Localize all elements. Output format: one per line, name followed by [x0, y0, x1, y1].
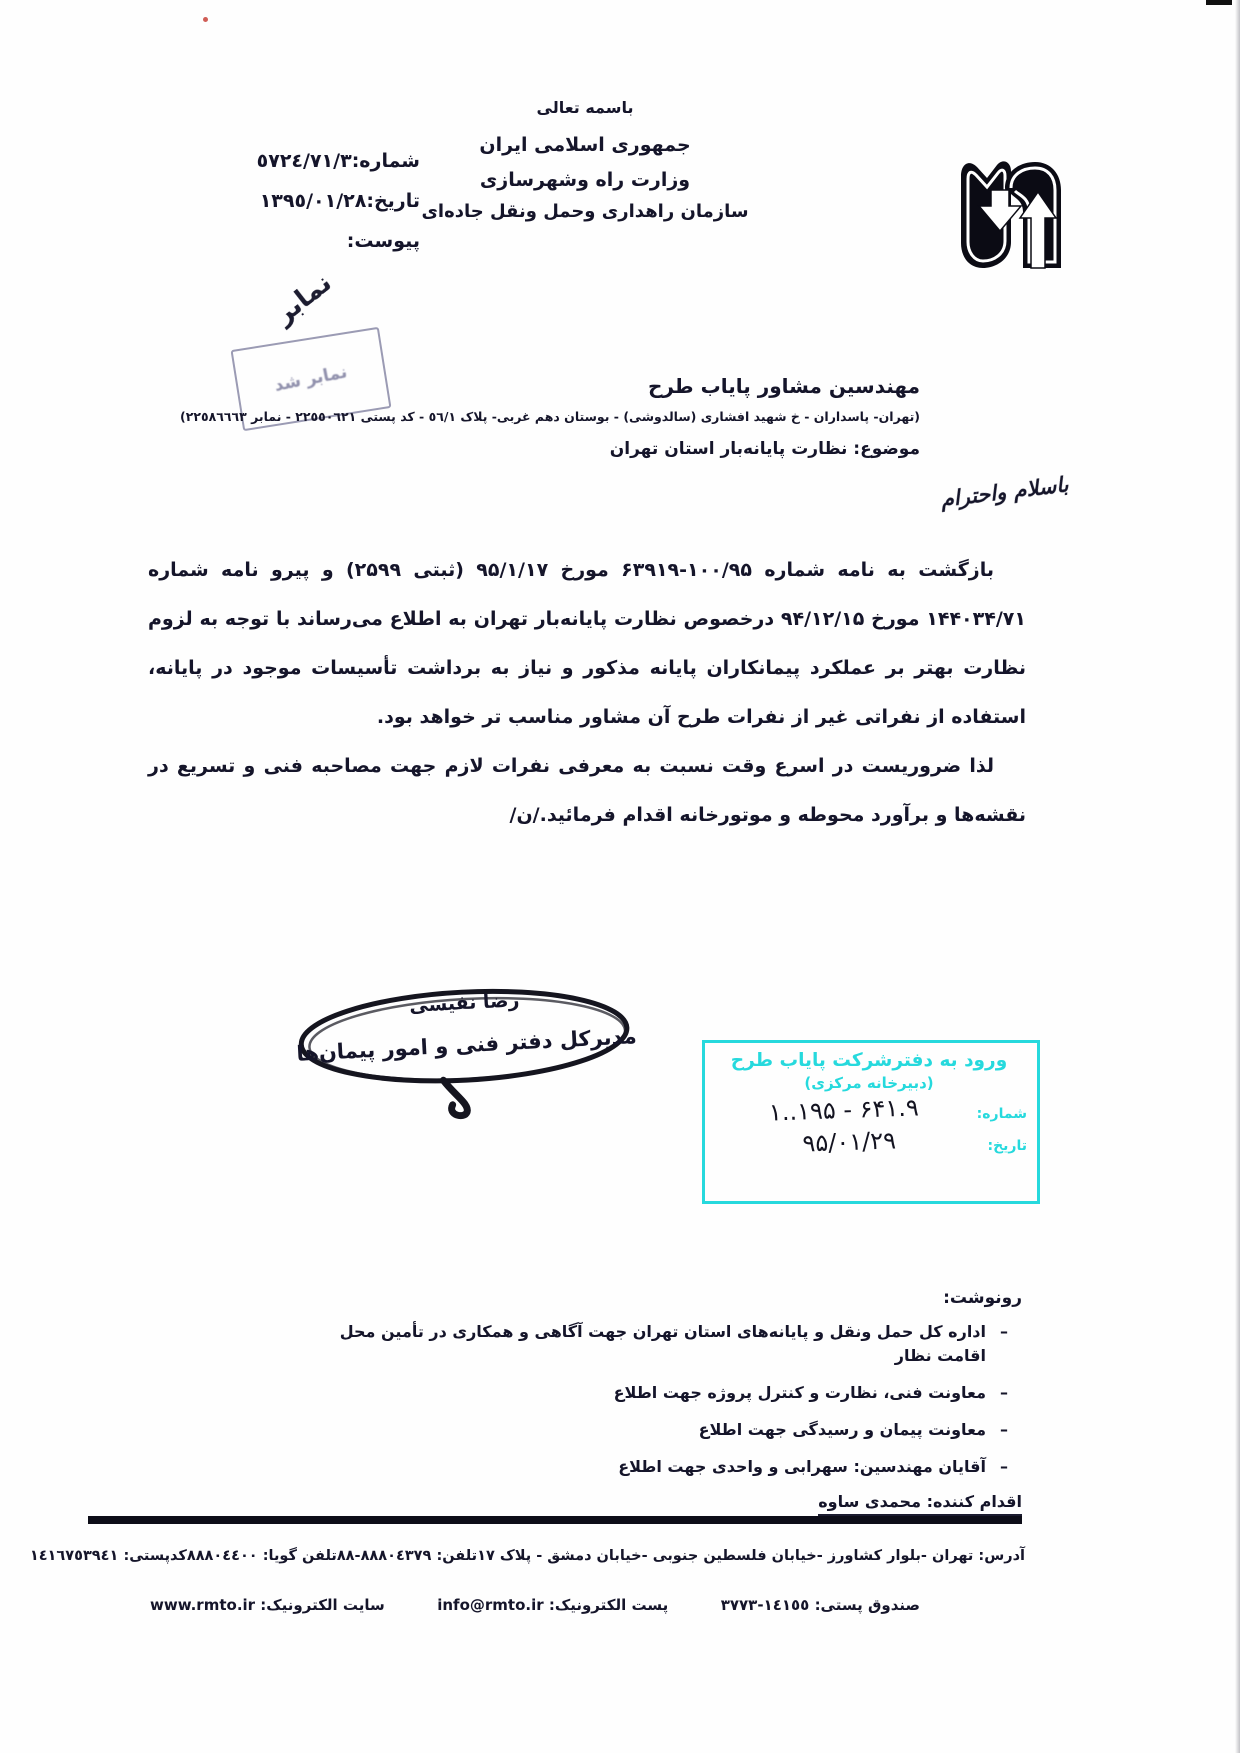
footer-postal-label: کدپستی: [123, 1548, 187, 1564]
footer-email-value: info@rmto.ir [437, 1596, 544, 1614]
cc-item [298, 1455, 1022, 1479]
letter-number-value: ٥٧٢٤/٧١/٣ [256, 150, 352, 172]
entry-stamp-number-label: شماره: [976, 1106, 1027, 1122]
footer-site-value: www.rmto.ir [150, 1596, 256, 1614]
footer-pobox-label: صندوق پستی: [814, 1596, 920, 1614]
footer-address: آدرس: تهران -بلوار کشاورز -خیابان فلسطین جنوبی -خیابان دمشق - پلاک ١٧ [477, 1548, 1025, 1564]
entry-stamp [702, 1040, 1040, 1204]
footer-voice-value: ٨٨٨٠٤٤٠٠ [186, 1548, 258, 1564]
signatory-title: مدیرکل دفتر فنی و امور پیمان‌ها [295, 1024, 638, 1066]
entry-stamp-date-label: تاریخ: [987, 1138, 1027, 1154]
cc-label: رونوشت: [943, 1288, 1022, 1308]
cc-item-text: معاونت فنی، نظارت و کنترل پروژه جهت اطلاع [613, 1383, 986, 1402]
rmto-logo-icon [946, 146, 1068, 270]
entry-stamp-date-row [711, 1128, 1027, 1156]
letter-date-value: ١٣٩٥/٠١/٢٨ [259, 190, 367, 212]
greeting-calligraphy: باسلام واحترام [939, 472, 1070, 512]
letter-meta [150, 148, 420, 268]
letter-date-label: تاریخ: [366, 190, 420, 212]
footer-pobox [721, 1596, 920, 1614]
footer-pobox-value: ١٤١٥٥-٣٧٧٣ [720, 1596, 810, 1614]
scan-speck [203, 17, 208, 22]
bismillah-text: باسمه تعالی [536, 98, 634, 117]
body-paragraph-2: لذا ضروریست در اسرع وقت نسبت به معرفی نفرات لازم جهت مصاحبه فنی و تسریع در نقشه‌ها و برآورد محوطه و موتورخانه اقدام فرمائید./ن/ [148, 755, 1026, 826]
entry-stamp-date-value: ۹۵/۰۱/۲۹ [802, 1126, 897, 1158]
cc-item-text: معاونت پیمان و رسیدگی جهت اطلاع [698, 1420, 986, 1439]
actor-name: محمدی ساوه [818, 1492, 921, 1511]
entry-stamp-title: ورود به دفترشرکت پایاب طرح [730, 1050, 1008, 1071]
footer-divider [88, 1516, 1022, 1524]
entry-stamp-number-value: ۱..۱۹۵ - ۶۴۱.۹ [768, 1093, 920, 1127]
footer-site [150, 1596, 385, 1614]
recipient-name: مهندسین مشاور پایاب طرح [647, 374, 920, 398]
letter-body [148, 546, 1026, 840]
dash-icon: – [1000, 1383, 1008, 1402]
fax-handwriting: نمابر [269, 267, 338, 331]
dash-icon: – [1000, 1420, 1008, 1439]
letter-number-label: شماره: [351, 150, 420, 172]
footer-contact-line [29, 1548, 1025, 1564]
signature-block [289, 977, 646, 1130]
dash-icon: – [1000, 1322, 1008, 1341]
letter-attachment-label: پیوست: [346, 230, 420, 252]
subject-line: موضوع: نظارت پایانه‌بار استان تهران [609, 439, 920, 459]
footer-site-label: سایت الکترونیک: [260, 1596, 385, 1614]
cc-item [298, 1418, 1022, 1442]
cc-item-text: اداره کل حمل ونقل و پایانه‌های استان تهران جهت آگاهی و همکاری در تأمین محل اقامت نظار [339, 1322, 986, 1365]
cc-block [298, 1288, 1022, 1516]
ministry-title: وزارت راه وشهرسازی [479, 169, 691, 191]
actor-label: اقدام کننده: [926, 1492, 1022, 1511]
footer-email [437, 1596, 668, 1614]
cc-item [298, 1320, 1022, 1368]
entry-stamp-number-row [711, 1093, 1027, 1127]
recipient-block [180, 374, 920, 459]
scan-edge-smudge [1235, 0, 1240, 1753]
cc-item [298, 1381, 1022, 1405]
letter-number-row [150, 148, 420, 175]
footer-phone-label: تلفن: [436, 1548, 478, 1564]
dash-icon: – [1000, 1457, 1008, 1476]
entry-stamp-subtitle: (دبیرخانه مرکزی) [804, 1074, 934, 1092]
footer-email-label: پست الکترونیک: [548, 1596, 669, 1614]
footer-postal-value: ١٤١٦٧٥٣٩٤١ [29, 1548, 119, 1564]
body-paragraph-1: بازگشت به نامه شماره ۱۰۰/۹۵-۶۳۹۱۹ مورخ ۹۵/۱/۱۷ (ثبتی ۲۵۹۹) و پیرو نامه شماره ۱۴۴۰۳۴/۷۱ مورخ ۹۴/۱۲/۱۵ درخصوص نظارت پایانه‌بار تهران به اطلاع می‌رساند با توجه به لزوم نظارت بهتر بر عملکرد پیمانکاران پایانه مذکور و نیاز به برداشت تأسیسات موجود در پایانه، استفاده از نفراتی غیر از نفرات طرح آن مشاور مناسب تر خواهد بود. [148, 559, 1026, 728]
footer-postal [30, 1548, 187, 1564]
fax-stamp-text: نمابر شد [272, 362, 350, 396]
signatory-name: رضا نفیسی [408, 989, 520, 1017]
scan-corner-mark [1206, 0, 1232, 5]
letterhead [370, 98, 800, 222]
recipient-address: (تهران- پاسداران - خ شهید افشاری (سالدوشی) - بوستان دهم غربی- پلاک ٥٦/١ - کد پستی ٢٢٥٥٠٦٢١ - نمابر ٢٢٥٨٦٦٦٣) [180, 409, 920, 424]
organization-title: سازمان راهداری وحمل ونقل جاده‌ای [421, 201, 749, 222]
actor-line [298, 1492, 1022, 1516]
letter-attachment-row [150, 228, 420, 255]
footer-phone [337, 1548, 477, 1564]
cc-item-text: آقایان مهندسین: سهرابی و واحدی جهت اطلاع [618, 1457, 986, 1476]
footer-phone-value: ٨٨٨٠٤٣٧٩-٨٨ [336, 1548, 432, 1564]
country-title: جمهوری اسلامی ایران [479, 134, 691, 156]
footer-voice-label: تلفن گویا: [262, 1548, 337, 1564]
footer-links-line [150, 1596, 920, 1614]
footer-voice [187, 1548, 337, 1564]
letter-date-row [150, 188, 420, 215]
